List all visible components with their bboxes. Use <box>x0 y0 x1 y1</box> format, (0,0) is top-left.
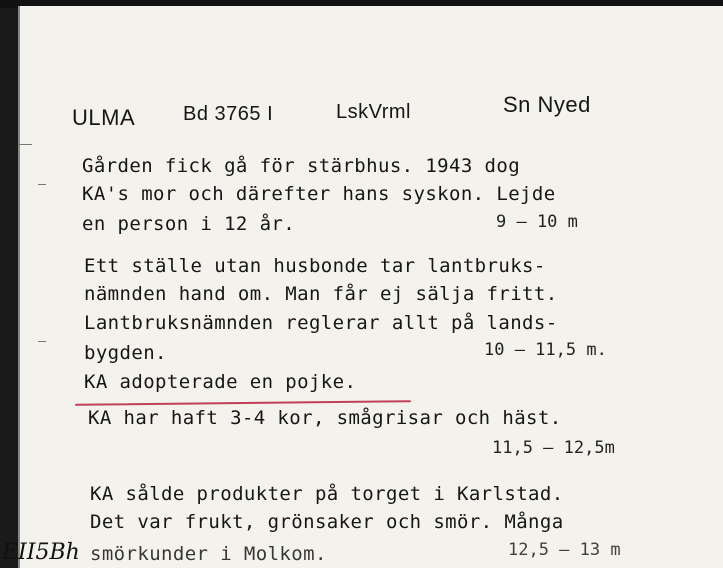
header-parish: Sn Nyed <box>503 92 591 117</box>
margin-tick <box>38 341 46 342</box>
margin-tick <box>18 144 32 145</box>
handwritten-margin-note: EII5Bh <box>2 540 80 565</box>
header-place: ULMA <box>72 105 136 130</box>
text-line: nämnden hand om. Man får ej sälja fritt. <box>84 283 558 305</box>
reference-note: 12,5 – 13 m <box>508 540 621 560</box>
text-line: KA har haft 3-4 kor, smågrisar och häst. <box>88 407 562 429</box>
text-line: Gården fick gå för stärbhus. 1943 dog <box>82 155 521 177</box>
text-line: KA sålde produkter på torget i Karlstad. <box>90 483 564 505</box>
text-line: Det var frukt, grönsaker och smör. Många <box>90 511 564 533</box>
text-line: KA's mor och därefter hans syskon. Lejde <box>82 183 556 205</box>
text-line: en person i 12 år. <box>82 213 296 235</box>
margin-tick <box>38 184 46 185</box>
reference-note: 10 – 11,5 m. <box>484 340 607 360</box>
text-line: KA adopterade en pojke. <box>84 371 357 393</box>
reference-note: 9 – 10 m <box>496 212 578 232</box>
text-line: Lantbruksnämnden reglerar allt på lands- <box>84 312 558 334</box>
text-line: Ett ställe utan husbonde tar lantbruks- <box>84 255 546 277</box>
reference-note: 11,5 – 12,5m <box>492 438 615 458</box>
header-county: LskVrml <box>336 101 411 123</box>
header-volume: Bd 3765 I <box>183 103 274 125</box>
text-line: bygden. <box>84 342 167 364</box>
text-line: smörkunder i Molkom. <box>90 543 327 565</box>
